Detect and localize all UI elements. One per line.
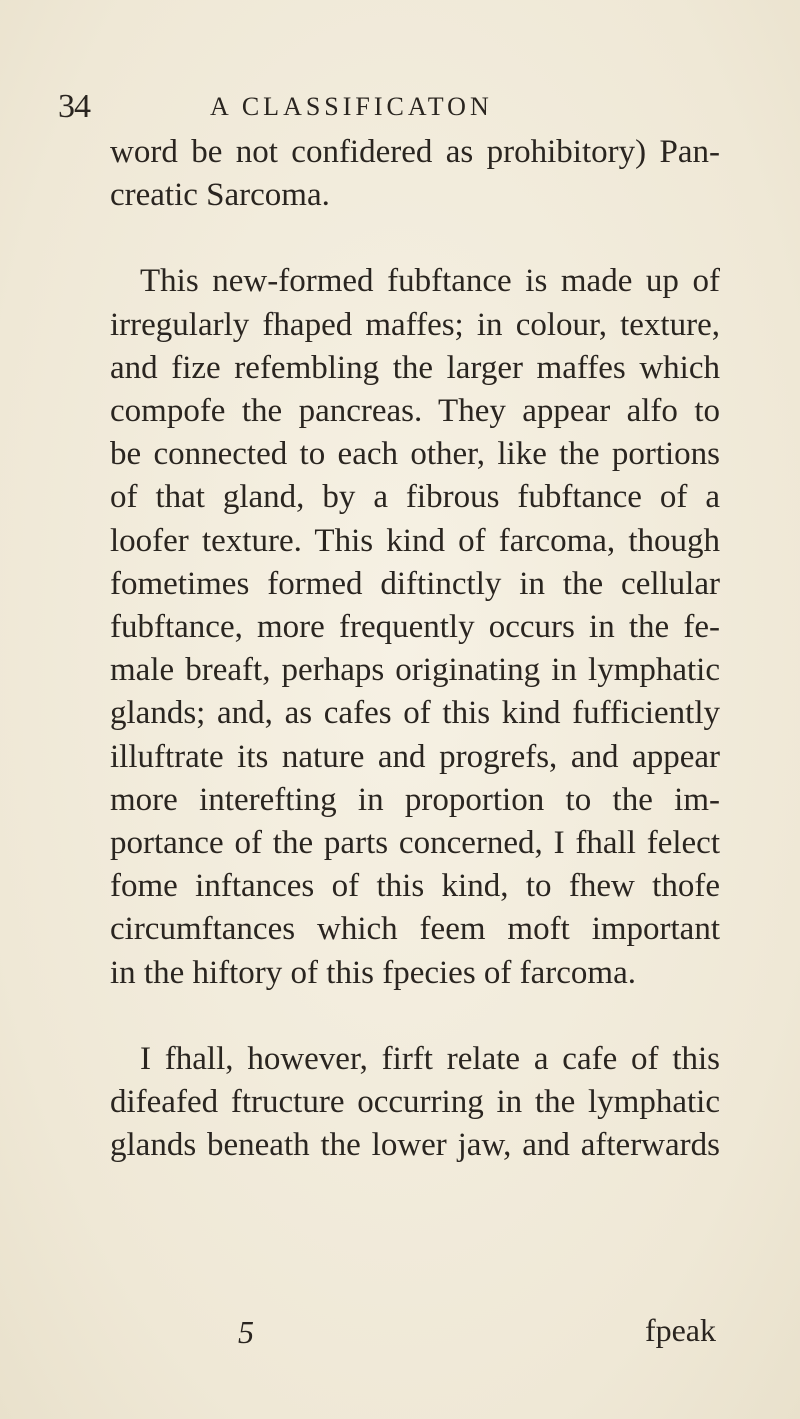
text-line: be connected to each other, like the portions <box>110 436 720 473</box>
text-line: difeafed ftructure occurring in the lymphatic <box>110 1084 720 1121</box>
body-text <box>110 131 720 1167</box>
text-line: loofer texture. This kind of farcoma, though <box>110 522 720 559</box>
text-line: illuftrate its nature and progrefs, and appear <box>110 738 720 775</box>
page-number: 34 <box>58 88 90 125</box>
text-line: I fhall, however, firft relate a cafe of this <box>140 1040 720 1077</box>
text-line: fome inftances of this kind, to fhew thofe <box>110 868 720 905</box>
text-line: irregularly fhaped maffes; in colour, texture, <box>110 306 720 343</box>
text-line: male breaft, perhaps originating in lymphatic <box>110 652 720 689</box>
text-line: This new-formed fubftance is made up of <box>140 263 720 300</box>
text-line: compofe the pancreas. They appear alfo to <box>110 393 720 430</box>
text-line: and fize refembling the larger maffes which <box>110 349 720 386</box>
text-line: circumftances which feem moft important <box>110 911 720 948</box>
running-head: A CLASSIFICATON <box>210 92 493 121</box>
text-line: of that gland, by a fibrous fubftance of a <box>110 479 720 516</box>
catchword: fpeak <box>644 1312 716 1348</box>
text-line: in the hiftory of this fpecies of farcoma. <box>110 954 636 991</box>
signature-mark: 5 <box>238 1314 254 1350</box>
text-line: creatic Sarcoma. <box>110 177 330 214</box>
text-line: glands; and, as cafes of this kind fufficiently <box>110 695 720 732</box>
text-line: glands beneath the lower jaw, and afterwards <box>110 1127 720 1164</box>
text-line: fubftance, more frequently occurs in the fe- <box>110 609 720 646</box>
text-line: portance of the parts concerned, I fhall felect <box>110 825 720 862</box>
page-footer <box>110 1312 720 1357</box>
paragraph-gap <box>110 217 720 260</box>
text-line: word be not confidered as prohibitory) Pan- <box>110 134 720 170</box>
text-line: more interefting in proportion to the im- <box>110 781 720 818</box>
text-line: fometimes formed diftinctly in the cellular <box>110 565 720 602</box>
paragraph-gap <box>110 995 720 1038</box>
page-header <box>58 88 738 128</box>
